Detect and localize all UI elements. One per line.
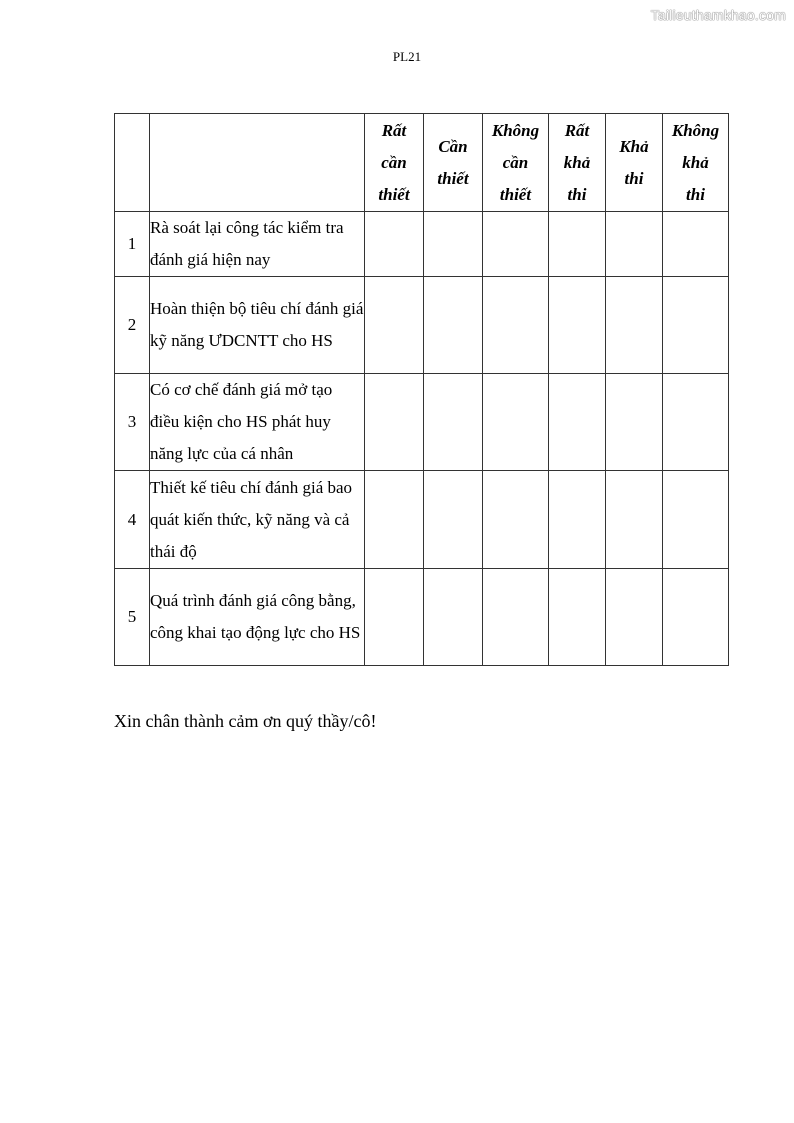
row-content: Quá trình đánh giá công bằng, công khai tạo động lực cho HS	[150, 569, 365, 666]
rating-cell[interactable]	[663, 374, 729, 471]
rating-cell[interactable]	[365, 471, 424, 569]
row-content: Rà soát lại công tác kiểm tra đánh giá hiện nay	[150, 212, 365, 277]
header-khong-kha-thi: Không khả thi	[663, 114, 729, 212]
table-row	[115, 277, 729, 374]
header-rat-can-thiet: Rất cần thiết	[365, 114, 424, 212]
table-row	[115, 471, 729, 569]
rating-cell[interactable]	[663, 212, 729, 277]
rating-cell[interactable]	[663, 569, 729, 666]
row-number: 1	[115, 212, 150, 277]
rating-cell[interactable]	[549, 569, 606, 666]
row-number: 2	[115, 277, 150, 374]
rating-cell[interactable]	[424, 374, 483, 471]
table-row	[115, 212, 729, 277]
rating-cell[interactable]	[365, 569, 424, 666]
table-row	[115, 374, 729, 471]
rating-cell[interactable]	[663, 471, 729, 569]
header-khong-can-thiet: Không cần thiết	[483, 114, 549, 212]
row-number: 5	[115, 569, 150, 666]
rating-cell[interactable]	[549, 471, 606, 569]
rating-cell[interactable]	[424, 569, 483, 666]
rating-cell[interactable]	[663, 277, 729, 374]
rating-cell[interactable]	[365, 212, 424, 277]
rating-cell[interactable]	[483, 569, 549, 666]
header-can-thiet: Cần thiết	[424, 114, 483, 212]
rating-cell[interactable]	[483, 471, 549, 569]
page-label: PL21	[392, 49, 422, 64]
row-content: Hoàn thiện bộ tiêu chí đánh giá kỹ năng ƯDCNTT cho HS	[150, 277, 365, 374]
rating-cell[interactable]	[483, 212, 549, 277]
rating-cell[interactable]	[549, 277, 606, 374]
rating-cell[interactable]	[424, 471, 483, 569]
header-number-cell	[115, 114, 150, 212]
header-content-cell	[150, 114, 365, 212]
rating-cell[interactable]	[483, 277, 549, 374]
header-row	[115, 114, 729, 212]
rating-cell[interactable]	[483, 374, 549, 471]
rating-cell[interactable]	[606, 374, 663, 471]
rating-cell[interactable]	[549, 374, 606, 471]
rating-cell[interactable]	[365, 277, 424, 374]
watermark: Tailieuthamkhao.com	[650, 7, 786, 23]
rating-cell[interactable]	[424, 277, 483, 374]
rating-cell[interactable]	[606, 471, 663, 569]
row-number: 3	[115, 374, 150, 471]
header-kha-thi: Khả thi	[606, 114, 663, 212]
table-row	[115, 569, 729, 666]
header-rat-kha-thi: Rất khả thi	[549, 114, 606, 212]
rating-cell[interactable]	[549, 212, 606, 277]
rating-cell[interactable]	[606, 569, 663, 666]
rating-cell[interactable]	[424, 212, 483, 277]
survey-table	[114, 113, 729, 666]
closing-text: Xin chân thành cảm ơn quý thầy/cô!	[114, 711, 377, 731]
row-number: 4	[115, 471, 150, 569]
rating-cell[interactable]	[606, 212, 663, 277]
row-content: Có cơ chế đánh giá mở tạo điều kiện cho HS phát huy năng lực của cá nhân	[150, 374, 365, 471]
rating-cell[interactable]	[606, 277, 663, 374]
row-content: Thiết kế tiêu chí đánh giá bao quát kiến thức, kỹ năng và cả thái độ	[150, 471, 365, 569]
rating-cell[interactable]	[365, 374, 424, 471]
